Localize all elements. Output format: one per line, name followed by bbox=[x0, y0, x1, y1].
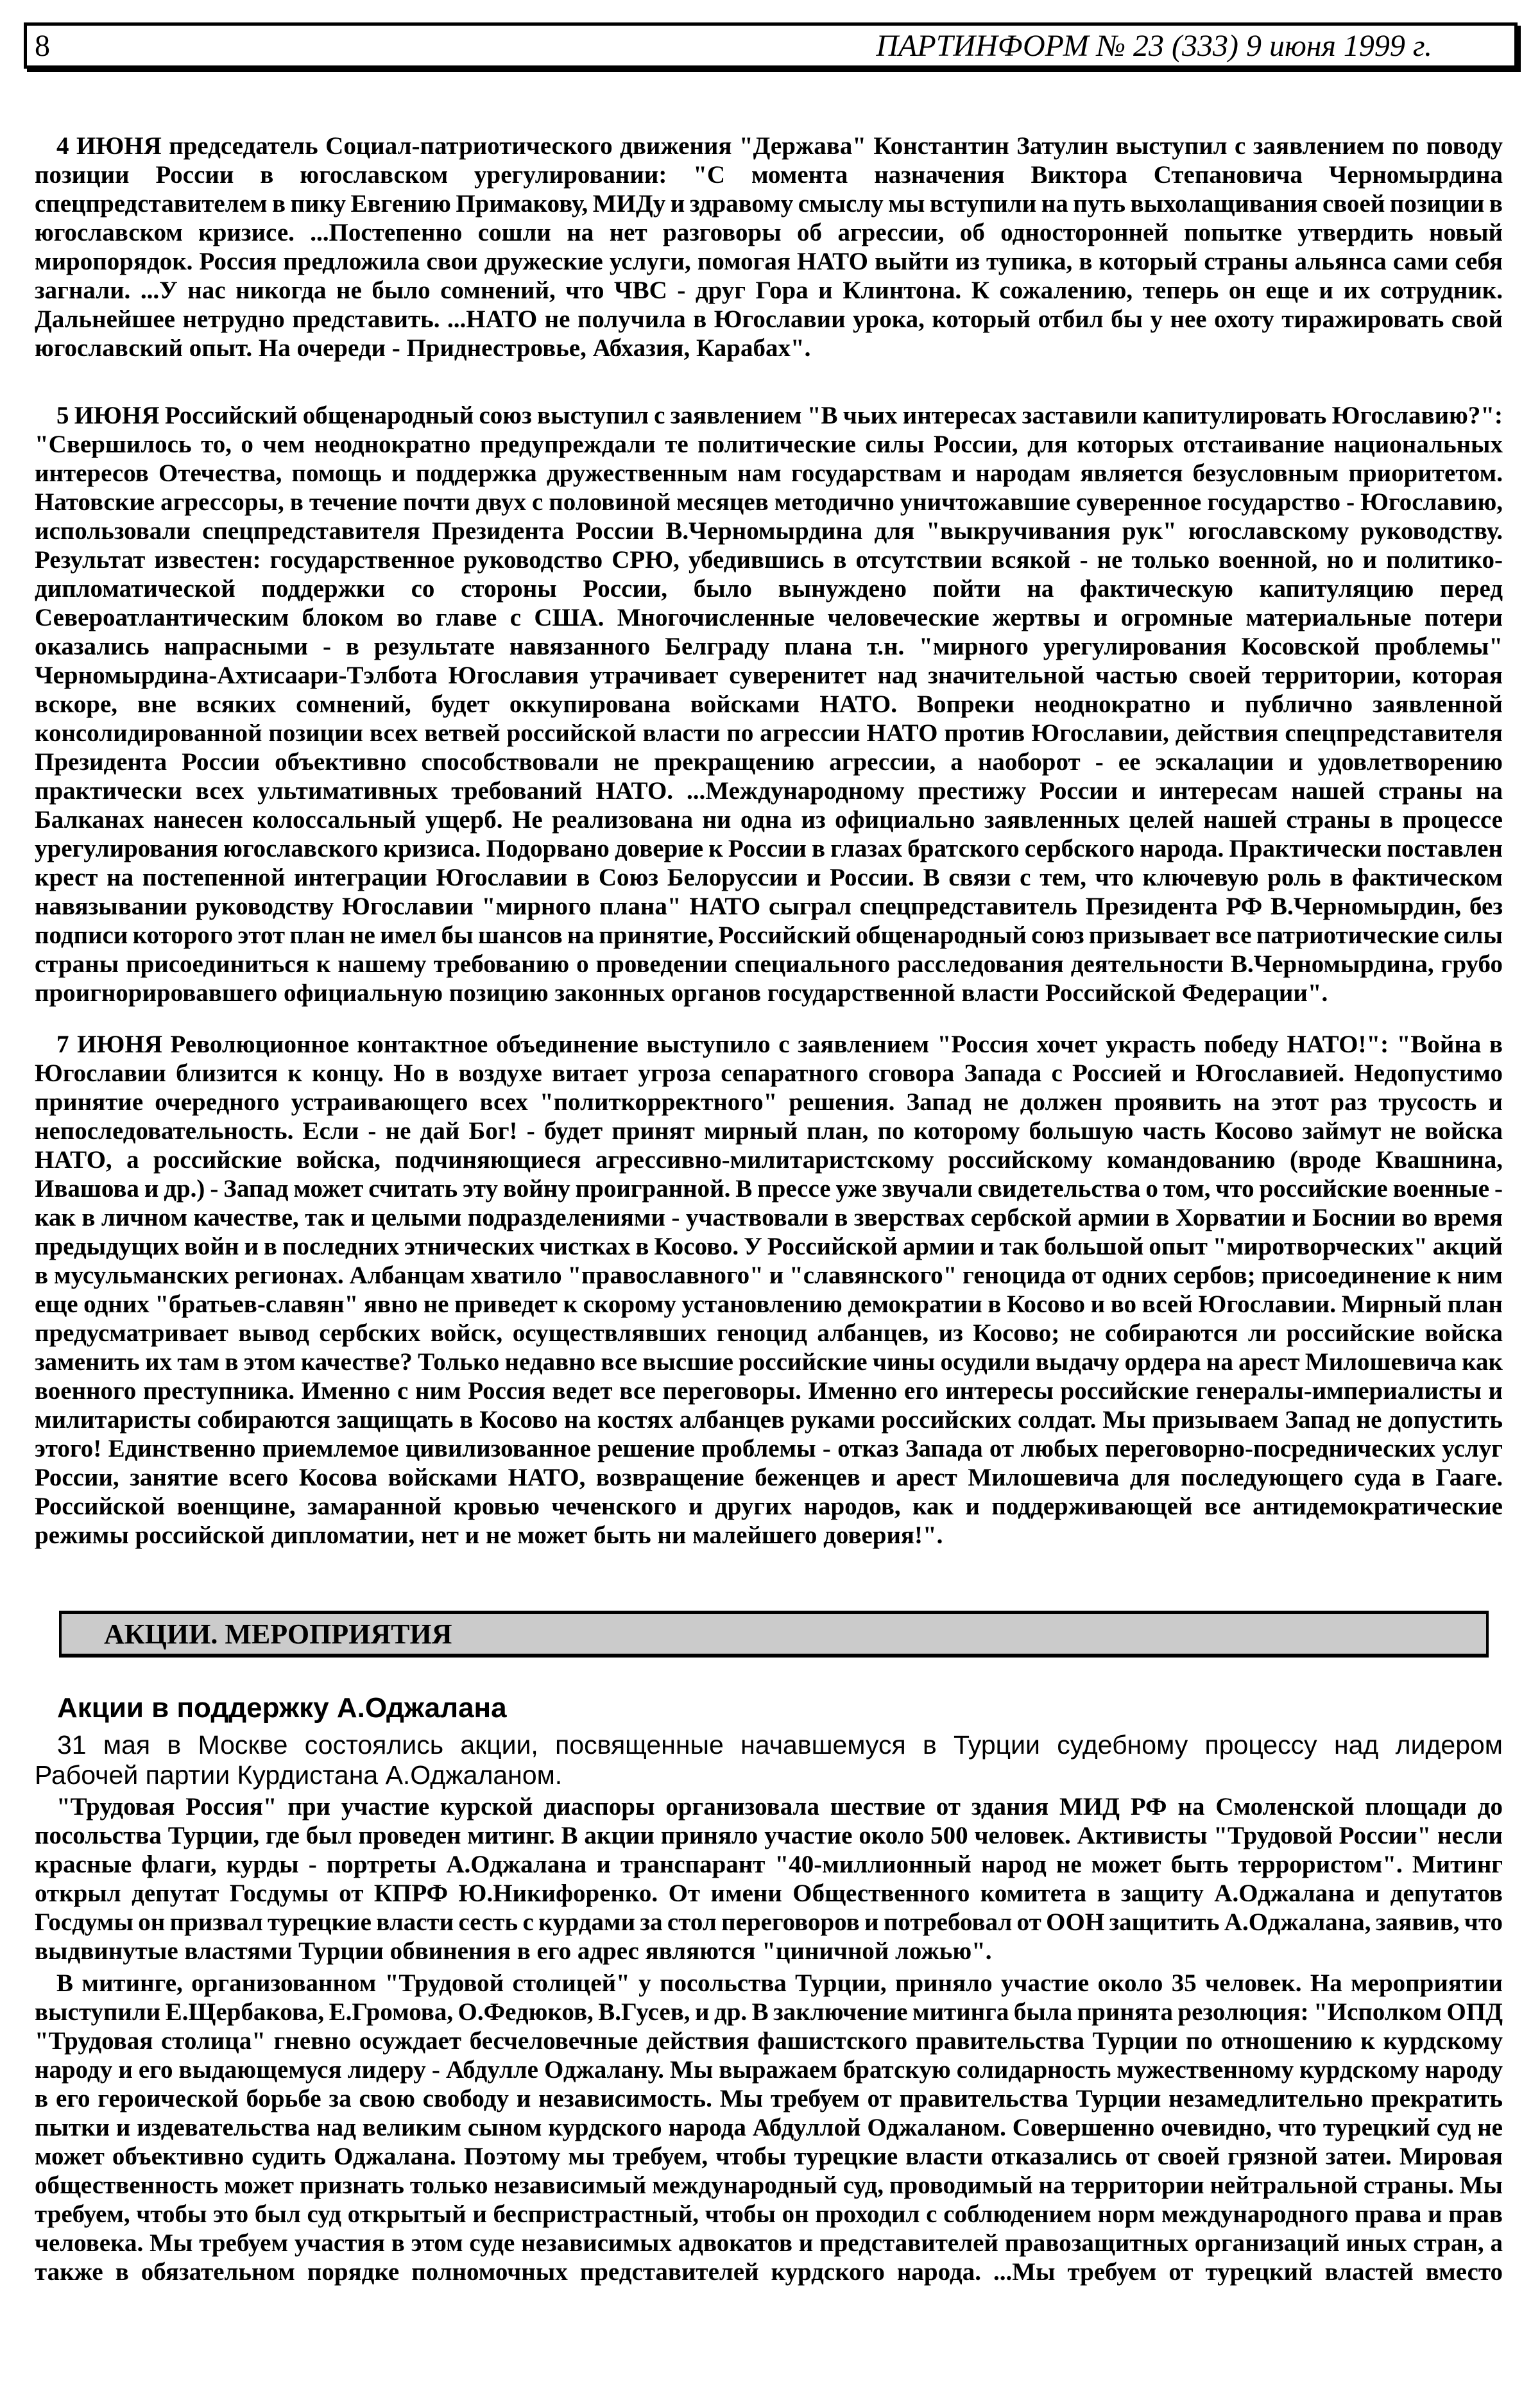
article-paragraph-june-4 bbox=[35, 132, 1503, 363]
text-line-content: предусматривает вывод сербских войск, осуществлявших геноцид албанцев, из Косово; не собираются ли российские войска bbox=[35, 1319, 1503, 1347]
text-line-content: В митинге, организованном "Трудовой столицей" у посольства Турции, приняло участие около 35 человек. На мероприятии bbox=[56, 1969, 1503, 1997]
text-line bbox=[35, 1232, 1503, 1261]
text-line bbox=[35, 401, 1503, 430]
text-line bbox=[35, 2055, 1503, 2084]
text-line bbox=[35, 2142, 1503, 2171]
text-line bbox=[35, 2200, 1503, 2229]
text-line-content: практически всех ультимативных требований НАТО. ...Международному престижу России и интересам нашей страны на bbox=[35, 777, 1503, 805]
article-heading: Акции в поддержку А.Оджалана bbox=[57, 1692, 507, 1724]
page-header bbox=[24, 22, 1518, 69]
text-line-content: в его героической борьбе за свою свободу и независимость. Мы требуем от правительства Турции незамедлительно прекратить bbox=[35, 2085, 1503, 2112]
text-line-content: навязывании руководству Югославии "мирного плана" НАТО сыграл спецпредставитель Президента РФ В.Черномырдин, без bbox=[35, 893, 1503, 920]
text-line-content: может объективно судить Оджалана. Поэтому мы требуем, чтобы турецкие власти отказались от своей грязной затеи. Мировая bbox=[35, 2143, 1503, 2170]
text-line bbox=[35, 2084, 1503, 2113]
text-line bbox=[35, 1145, 1503, 1174]
text-line bbox=[35, 517, 1503, 545]
text-line bbox=[35, 1203, 1503, 1232]
text-line-content: Дальнейшее нетрудно представить. ...НАТО не получила в Югославии урока, который отбил бы у нее охоту тиражировать свой bbox=[35, 305, 1503, 333]
text-line bbox=[35, 276, 1503, 305]
text-line-content: 4 ИЮНЯ председатель Социал-патриотического движения "Держава" Константин Затулин выступил с заявлением по поводу bbox=[56, 132, 1503, 160]
text-line bbox=[35, 1030, 1503, 1059]
page-number: 8 bbox=[35, 29, 50, 63]
article-paragraph-june-5 bbox=[35, 401, 1503, 1007]
text-line bbox=[35, 2229, 1503, 2258]
text-line-content: Балканах нанесен колоссальный ущерб. Не реализована ни одна из официально заявленных целей нашей страны в процессе bbox=[35, 806, 1503, 834]
text-line bbox=[35, 1463, 1503, 1492]
text-line-content: вскоре, вне всяких сомнений, будет оккупирована войсками НАТО. Вопреки неоднократно и публично заявленной bbox=[35, 690, 1503, 718]
text-line-content: заменить их там в этом качестве? Только недавно все высшие российские чины осудили выдачу ордера на арест Милошевича как bbox=[35, 1348, 1503, 1376]
text-line-content: предыдущих войн и в последних этнических чистках в Косово. У Российской армии и так большой опыт "миротворческих" акций bbox=[35, 1233, 1503, 1260]
text-line-content: этого! Единственно приемлемое цивилизованное решение проблемы - отказ Запада от любых переговорно-посреднических услуг bbox=[35, 1435, 1503, 1462]
text-line-content: 7 ИЮНЯ Революционное контактное объединение выступило с заявлением "Россия хочет украсть победу НАТО!": "Война в bbox=[56, 1031, 1503, 1058]
text-line-content: "Свершилось то, о чем неоднократно предупреждали те политические силы России, для которых отстаивание национальных bbox=[35, 431, 1503, 458]
text-line bbox=[35, 1405, 1503, 1434]
text-line-content: югославском кризисе. ...Постепенно сошли на нет разговоры об агрессии, об односторонней попытке утвердить новый bbox=[35, 219, 1503, 246]
text-line-content: 31 мая в Москве состоялись акции, посвященные начавшемуся в Турции судебному процессу над лидером bbox=[57, 1730, 1503, 1760]
text-line-content: Госдумы он призвал турецкие власти сесть с курдами за стол переговоров и потребовал от ООН защитить А.Оджалана, заявив, что bbox=[35, 1908, 1503, 1936]
text-line-content: Североатлантическим блоком во главе с США. Многочисленные человеческие жертвы и огромные материальные потери bbox=[35, 604, 1503, 631]
text-line bbox=[35, 430, 1503, 459]
text-line bbox=[35, 1376, 1503, 1405]
text-line-content: человека. Мы требуем участия в этом суде независимых адвокатов и представителей правозащитных организаций иных стран, а bbox=[35, 2229, 1503, 2257]
text-line bbox=[35, 218, 1503, 247]
text-line-content: принятие очередного устраивающего всех "политкорректного" решения. Запад не должен проявить на этот раз трусость и bbox=[35, 1088, 1503, 1116]
text-line bbox=[35, 661, 1503, 690]
text-line bbox=[35, 863, 1503, 892]
text-line-content: "Трудовая Россия" при участие курской диаспоры организовала шествие от здания МИД РФ на Смоленской площади до bbox=[56, 1793, 1503, 1821]
text-line bbox=[35, 334, 1503, 363]
text-line-content: крест на постепенной интеграции Югославии в Союз Белоруссии и России. В связи с тем, что ключевую роль в фактическом bbox=[35, 864, 1503, 891]
section-title: АКЦИИ. МЕРОПРИЯТИЯ bbox=[104, 1618, 452, 1650]
text-line bbox=[35, 603, 1503, 632]
text-line-content: урегулирования югославского кризиса. Подорвано доверие к России в глазах братского сербского народа. Практически поставлен bbox=[35, 835, 1503, 862]
text-line bbox=[35, 834, 1503, 863]
text-line-content: подписи которого этот план не имел бы шансов на принятие, Российский общенародный союз призывает все патриотические силы bbox=[35, 921, 1503, 949]
text-line-content: выдвинутые властями Турции обвинения в его адрес являются "циничной ложью". bbox=[35, 1937, 992, 1965]
text-line-content: Ивашова и др.) - Запад может считать эту войну проигранной. В прессе уже звучали свидетельства о том, что российские военные - bbox=[35, 1175, 1503, 1203]
text-line bbox=[35, 979, 1503, 1007]
text-line bbox=[35, 1998, 1503, 2026]
text-line bbox=[35, 1792, 1503, 1821]
article-paragraph-trudovaya-rossiya bbox=[35, 1792, 1503, 1966]
text-line bbox=[35, 1261, 1503, 1290]
text-line bbox=[35, 1290, 1503, 1319]
text-line bbox=[35, 574, 1503, 603]
text-line-content: как в личном качестве, так и целыми подразделениями - участвовали в зверствах сербской армии в Хорватии и Боснии во время bbox=[35, 1204, 1503, 1231]
text-line-content: красные флаги, курды - портреты А.Оджалана и транспарант "40-миллионный народ не может быть террористом". Митинг bbox=[35, 1851, 1503, 1878]
text-line bbox=[35, 189, 1503, 218]
text-line bbox=[35, 1348, 1503, 1376]
text-line bbox=[35, 545, 1503, 574]
text-line bbox=[35, 1821, 1503, 1850]
text-line bbox=[35, 247, 1503, 276]
text-line bbox=[35, 132, 1503, 160]
text-line-content: Черномырдина-Ахтисаари-Тэлбота Югославия утрачивает суверенитет над значительной частью своей территории, которая bbox=[35, 662, 1503, 689]
text-line bbox=[35, 1760, 1503, 1790]
text-line-content: Натовские агрессоры, в течение почти двух с половиной месяцев методично уничтожавшие суверенное государство - Югославию, bbox=[35, 488, 1503, 516]
text-line-content: позиции России в югославском урегулировании: "С момента назначения Виктора Степановича Черномырдина bbox=[35, 161, 1503, 189]
text-line-content: общественность может признать только независимый международный суд, проводимый на территории нейтральной страны. Мы bbox=[35, 2172, 1503, 2199]
text-line-content: НАТО, а российские войска, подчиняющиеся агрессивно-милитаристскому российскому командованию (вроде Квашнина, bbox=[35, 1146, 1503, 1174]
text-line-content: непоследовательность. Если - не дай Бог! - будет принят мирный план, по которому большую часть Косово займут не войска bbox=[35, 1117, 1503, 1145]
text-line-content: требуем, чтобы это был суд открытый и беспристрастный, чтобы он проходил с соблюдением норм международного права и прав bbox=[35, 2200, 1503, 2228]
text-line-content: консолидированной позиции всех ветвей российской власти по агрессии НАТО против Югославии, действия спецпредставителя bbox=[35, 719, 1503, 747]
text-line-content: спецпредставителем в пику Евгению Примакову, МИДу и здравому смыслу мы вступили на путь выхолащивания своей позиции в bbox=[35, 190, 1503, 218]
text-line-content: югославский опыт. На очереди - Приднестровье, Абхазия, Карабах". bbox=[35, 334, 811, 362]
text-line bbox=[35, 1319, 1503, 1348]
text-line-content: милитаристы собираются защищать в Косово на костях албанцев руками российских солдат. Мы призываем Запад не допустить bbox=[35, 1406, 1503, 1434]
publication-title: ПАРТИНФОРМ № 23 (333) 9 июня 1999 г. bbox=[876, 29, 1432, 63]
text-line bbox=[35, 2026, 1503, 2055]
text-line bbox=[35, 1850, 1503, 1879]
text-line bbox=[35, 1521, 1503, 1550]
text-line bbox=[35, 776, 1503, 805]
text-line bbox=[35, 921, 1503, 950]
text-line bbox=[35, 2258, 1503, 2286]
text-line bbox=[35, 1434, 1503, 1463]
text-line bbox=[35, 305, 1503, 334]
text-line-content: проигнорировавшего официальную позицию законных органов государственной власти Российской Федерации". bbox=[35, 979, 1328, 1007]
text-line bbox=[35, 1174, 1503, 1203]
section-banner bbox=[59, 1611, 1489, 1658]
text-line-content: пытки и издевательства над великим сыном курдского народа Абдуллой Оджаланом. Совершенно очевидно, что турецкий суд не bbox=[35, 2114, 1503, 2141]
text-line-content: выступили Е.Щербакова, Е.Громова, О.Федюков, В.Гусев, и др. В заключение митинга была принята резолюция: "Исполком ОПД bbox=[35, 1998, 1503, 2026]
text-line-content: Результат известен: государственное руководство СРЮ, убедившись в отсутствии всякой - не только военной, но и политико- bbox=[35, 546, 1503, 574]
text-line-content: посольства Турции, где был проведен митинг. В акции приняло участие около 500 человек. Активисты "Трудовой России" несли bbox=[35, 1822, 1503, 1849]
text-line bbox=[35, 2171, 1503, 2200]
article-lead bbox=[35, 1730, 1503, 1790]
text-line-content: военного преступника. Именно с ним Россия ведет все переговоры. Именно его интересы российские генералы-империалисты и bbox=[35, 1377, 1503, 1405]
text-line-content: интересов Отечества, помощь и поддержка дружественным нам государствам и народам является безусловным приоритетом. bbox=[35, 459, 1503, 487]
text-line-content: загнали. ...У нас никогда не было сомнений, что ЧВС - друг Гора и Клинтона. К сожалению, теперь он еще и их сотрудник. bbox=[35, 277, 1503, 304]
text-line-content: в мусульманских регионах. Албанцам хватило "православного" и "славянского" геноцида от одних сербов; присоединение к ним bbox=[35, 1262, 1503, 1289]
text-line-content: дипломатической поддержки со стороны России, было вынуждено пойти на фактическую капитуляцию перед bbox=[35, 575, 1503, 603]
text-line-content: Югославии близится к концу. Но в воздухе витает угроза сепаратного сговора Запада с Россией и Югославией. Недопустимо bbox=[35, 1059, 1503, 1087]
text-line bbox=[35, 1117, 1503, 1145]
text-line-content: народу и его выдающемуся лидеру - Абдулле Оджалану. Мы выражаем братскую солидарность мужественному курдскому народу bbox=[35, 2056, 1503, 2084]
text-line bbox=[35, 160, 1503, 189]
text-line-content: открыл депутат Госдумы от КПРФ Ю.Никифоренко. От имени Общественного комитета в защиту А.Оджалана и депутатов bbox=[35, 1880, 1503, 1907]
text-line bbox=[35, 1908, 1503, 1937]
text-line bbox=[35, 488, 1503, 517]
text-line bbox=[35, 1492, 1503, 1521]
text-line-content: Президента России объективно способствовали не прекращению агрессии, а наоборот - ее эскалации и удовлетворению bbox=[35, 748, 1503, 776]
article-paragraph-trudovaya-stolitsa bbox=[35, 1969, 1503, 2286]
text-line bbox=[35, 1937, 1503, 1966]
text-line bbox=[35, 892, 1503, 921]
text-line-content: России, занятие всего Косова войсками НАТО, возвращение беженцев и арест Милошевича для последующего суда в Гааге. bbox=[35, 1464, 1503, 1491]
text-line-content: 5 ИЮНЯ Российский общенародный союз выступил с заявлением "В чьих интересах заставили капитулировать Югославию?": bbox=[56, 402, 1503, 429]
text-line-content: использовали спецпредставителя Президента России В.Черномырдина для "выкручивания рук" югославскому руководству. bbox=[35, 517, 1503, 545]
text-line bbox=[35, 1879, 1503, 1908]
article-paragraph-june-7 bbox=[35, 1030, 1503, 1550]
text-line bbox=[35, 690, 1503, 719]
text-line bbox=[35, 748, 1503, 776]
text-line-content: режимы российской дипломатии, нет и не может быть ни малейшего доверия!". bbox=[35, 1521, 943, 1549]
text-line bbox=[35, 1969, 1503, 1998]
text-line-content: страны присоединиться к нашему требованию о проведении специального расследования деятельности В.Черномырдина, грубо bbox=[35, 950, 1503, 978]
text-line-content: оказались напрасными - в результате навязанного Белграду плана т.н. "мирного урегулирования Косовской проблемы" bbox=[35, 633, 1503, 660]
text-line-content: Рабочей партии Курдистана А.Оджаланом. bbox=[35, 1760, 563, 1790]
text-line-content: также в обязательном порядке полномочных представителей курдского народа. ...Мы требуем от турецкий властей вместо bbox=[35, 2258, 1503, 2286]
text-line bbox=[35, 1730, 1503, 1760]
text-line bbox=[35, 805, 1503, 834]
text-line-content: Российской военщине, замаранной кровью чеченского и других народов, как и поддерживающей все антидемократические bbox=[35, 1493, 1503, 1520]
text-line bbox=[35, 1059, 1503, 1088]
text-line-content: еще одних "братьев-славян" явно не приведет к скорому установлению демократии в Косово и во всей Югославии. Мирный план bbox=[35, 1290, 1503, 1318]
text-line-content: "Трудовая столица" гневно осуждает бесчеловечные действия фашистского правительства Турции по отношению к курдскому bbox=[35, 2027, 1503, 2055]
text-line bbox=[35, 950, 1503, 979]
text-line bbox=[35, 2113, 1503, 2142]
text-line bbox=[35, 1088, 1503, 1117]
text-line-content: миропорядок. Россия предложила свои дружеские услуги, помогая НАТО выйти из тупика, в который страны альянса сами себя bbox=[35, 248, 1503, 275]
text-line bbox=[35, 719, 1503, 748]
text-line bbox=[35, 459, 1503, 488]
text-line bbox=[35, 632, 1503, 661]
